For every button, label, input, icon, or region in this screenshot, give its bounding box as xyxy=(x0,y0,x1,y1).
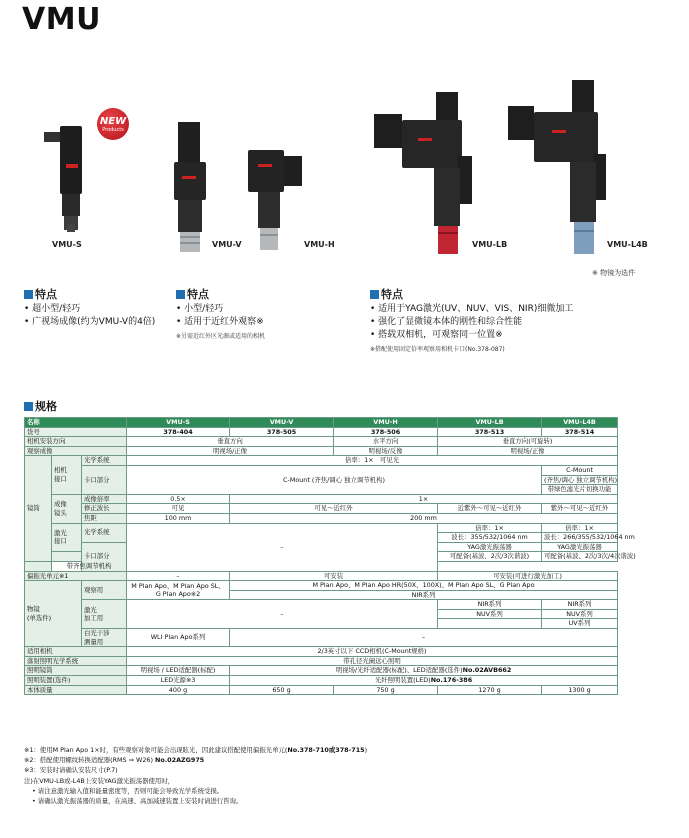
table-row: 照明镜筒 明视场 / LED适配器(标配) 明视场/光纤适配器(标配)、LED适配器(选件)No.02AVB662 xyxy=(25,666,618,676)
features-heading: 特点 xyxy=(176,288,356,301)
table-row: 波长：355/532/1064 nm 波长：266/355/532/1064 nm xyxy=(25,533,618,543)
feature-item: • 超小型/轻巧 xyxy=(24,303,174,316)
vmu-l4b-label: VMU-L4B xyxy=(607,240,648,249)
vmu-s-label: VMU-S xyxy=(52,240,82,249)
table-row: 物镜 (单选件) 观察用 M Plan Apo、M Plan Apo SL、G Plan Apo※2 M Plan Apo、M Plan Apo HR(50X、100X)、M Plan Apo SL、G Plan Apo xyxy=(25,581,618,591)
footnote-5: • 请注意激光输入值和能量密度等，否则可能会导致光学系统受损。 xyxy=(32,786,224,795)
table-row: 偏振光单元※1 – 可安装 可安装(可进行激光加工) xyxy=(25,571,618,581)
spec-heading: 规格 xyxy=(24,398,57,414)
features-vmu-s xyxy=(24,288,174,329)
features-heading: 特点 xyxy=(24,288,174,301)
table-row: (齐焦/调心 独立调节机构) xyxy=(25,475,618,485)
feature-item: • 强化了显微镜本体的刚性和综合性能 xyxy=(370,316,630,329)
table-row: 适用相机 2/3英寸以下 CCD相机(C-Mount规格) xyxy=(25,647,618,657)
footnote-3: ※3：安装时请确认安装尺寸(P.7) xyxy=(24,766,118,775)
footnote-2: ※2：搭配使用螺纹转换适配器(RMS ⇒ W26) No.02AZG975 xyxy=(24,756,205,765)
table-row: 带绿色滤光片切换功能 xyxy=(25,485,618,495)
table-row: 可配备(基波、2次/3次谐波) 可配备(基波、2次/3次/4次谐波) xyxy=(25,552,618,562)
footnote-1: ※1：使用M Plan Apo 1×时，有些观察对象可能会出现眩光，因此建议搭配使用偏振光单元(No.378-710或378-715) xyxy=(24,746,368,754)
feature-footnote: ※另需近红外区光源或适用的相机 xyxy=(176,333,266,340)
feature-item: • 适用于近红外观察※ xyxy=(176,316,356,329)
square-bullet-icon xyxy=(176,290,185,299)
vmu-s-image xyxy=(38,124,100,234)
table-row: 卡口部分 YAG激光振荡器 YAG激光振荡器 xyxy=(25,542,618,552)
table-row: NIR系列 xyxy=(25,590,618,600)
page-title: VMU xyxy=(22,2,101,37)
table-row: 名称 VMU-S VMU-V VMU-H VMU-LB VMU-L4B xyxy=(25,418,618,428)
table-row: 修正波长 可见 可见～近红外 近紫外～可见～近红外 紫外～可见～近红外 xyxy=(25,504,618,514)
table-row: 相机安装方向 垂直方向 水平方向 垂直方向(可旋转) xyxy=(25,437,618,447)
spec-table: 名称 VMU-S VMU-V VMU-H VMU-LB VMU-L4B 货号 378-404 378-505 378-506 378-513 378-514 相机安装方向 垂直方向 水平方向 垂直方向(可旋转) 观察成像 明视场/正像 明视场/反像 明视场/正像 镜筒 相机 接口 光学系统 倍率：1× 可见光 卡口部分 C-Mount (齐焦/调心 独立调节机构) C-Mount (齐焦/调心 独立调节机构) 带绿色滤光片切换功能 成像 镜头 成像倍率 0.5× 1× 修正波长 可见 可见～近红外 近紫外～可见～近红外 紫外～可见～近红外 焦距 100 mm 200 mm 激光 接口 光学系统 – 倍率：1× 倍率：1× 波长：355/532/1064 nm 波长：266/355/532/1064 nm 卡口部分 YAG激光振荡器 YAG激光振荡器 可配备(基波、2次/3次谐波) 可配备(基波、2次/3次/4次谐波) 带齐焦调节机构 偏振光单元※1 – 可安装 可安装(可进行激光加工) 物镜 (单选件) 观察用 M Plan Apo、M Plan Apo SL、G Plan Apo※2 M Plan Apo、M Plan Apo HR(50X、100X)、M Plan Apo SL、G Plan Apo NIR系列 激光 加工用 – NIR系列 NIR系列 NUV系列 NUV系列 UV系列 白光干涉 测量用 WLI Plan Apo系列 – 适用相机 2/3英寸以下 CCD相机(C-Mount规格) 落射照明光学系统 带孔径光阑远心照明 照明镜筒 明视场 / LED适配器(标配) 明视场/光纤适配器(标配)、LED适配器(选件)No.02AVB662 照明装置(选件) LED光源※3 光纤照明装置(LED)No.176-386 本体质量 400 g 650 g 750 g 1270 g 1300 g xyxy=(24,417,618,695)
table-row: 镜筒 相机 接口 光学系统 倍率：1× 可见光 xyxy=(25,456,618,466)
new-products-badge: NEW Products xyxy=(97,108,129,140)
footnotes xyxy=(24,745,367,806)
table-row: 成像 镜头 成像倍率 0.5× 1× xyxy=(25,494,618,504)
table-row: 货号 378-404 378-505 378-506 378-513 378-514 xyxy=(25,427,618,437)
vmu-l4b-image xyxy=(506,78,606,258)
vmu-v-label: VMU-V xyxy=(212,240,242,249)
feature-item: • 小型/轻巧 xyxy=(176,303,356,316)
feature-item: • 广视场成像(约为VMU-V的4倍) xyxy=(24,316,174,329)
objective-option-note: ※ 物镜为选件 xyxy=(592,269,636,277)
table-row: 卡口部分 C-Mount (齐焦/调心 独立调节机构) C-Mount xyxy=(25,465,618,475)
table-row: UV系列 xyxy=(25,619,618,629)
features-heading: 特点 xyxy=(370,288,630,301)
square-bullet-icon xyxy=(24,290,33,299)
footnote-6: • 请确认激光振荡器的质量，在高速、高加减速装置上安装时请进行咨询。 xyxy=(32,797,243,806)
table-row: 焦距 100 mm 200 mm xyxy=(25,513,618,523)
feature-item: • 搭载双相机，可观察同一位置※ xyxy=(370,329,630,342)
feature-footnote: ※搭配使用固定倍率观察用相机卡口(No.378-087) xyxy=(370,346,505,353)
table-row: 本体质量 400 g 650 g 750 g 1270 g 1300 g xyxy=(25,685,618,695)
table-row: 落射照明光学系统 带孔径光阑远心照明 xyxy=(25,656,618,666)
footnote-4: 注)在VMU-LB或-L4B上安装YAG激光振荡器使用时， xyxy=(24,776,175,785)
features-vmu-lb xyxy=(370,288,630,356)
table-row: 激光 加工用 – NIR系列 NIR系列 xyxy=(25,600,618,610)
feature-item: • 适用于YAG激光(UV、NUV、VIS、NIR)细微加工 xyxy=(370,303,630,316)
table-row: 照明装置(选件) LED光源※3 光纤照明装置(LED)No.176-386 xyxy=(25,676,618,686)
table-row: NUV系列 NUV系列 xyxy=(25,609,618,619)
vmu-h-image xyxy=(246,146,306,256)
vmu-v-image xyxy=(172,118,212,258)
vmu-lb-label: VMU-LB xyxy=(472,240,508,249)
square-bullet-icon xyxy=(370,290,379,299)
table-row: 带齐焦调节机构 xyxy=(25,561,618,571)
square-bullet-icon xyxy=(24,402,33,411)
vmu-lb-image xyxy=(372,90,472,258)
table-row: 观察成像 明视场/正像 明视场/反像 明视场/正像 xyxy=(25,446,618,456)
features-vmu-vh xyxy=(176,288,356,343)
table-row: 激光 接口 光学系统 – 倍率：1× 倍率：1× xyxy=(25,523,618,533)
vmu-h-label: VMU-H xyxy=(304,240,335,249)
